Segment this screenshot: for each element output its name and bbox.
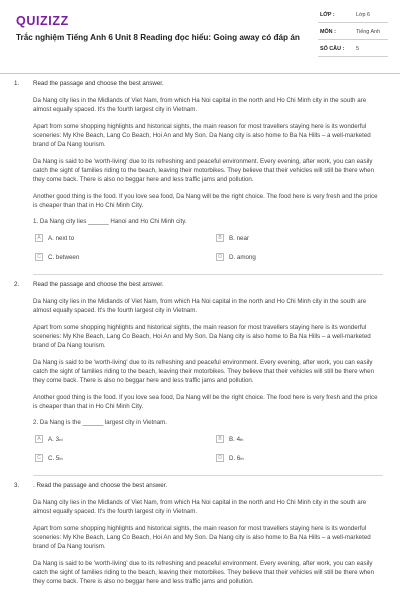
option-c[interactable] xyxy=(35,454,63,462)
option-a[interactable] xyxy=(35,435,63,443)
option-text: D. 6 xyxy=(229,454,241,462)
passage-paragraph: Apart from some shopping highlights and historical sights, the main reason for most travellers staying here is its wonderful sceneries: My Khe Beach, Lang Co Beach, Hoi An and My Son. Da Nang city is also home to Ba Na Hills – a well-marketed brand of Da Nang tourism. xyxy=(33,123,371,148)
option-letter-box: B xyxy=(216,435,224,443)
meta-divider xyxy=(318,56,388,57)
question-number: 1. xyxy=(14,80,20,87)
passage-paragraph: Da Nang city lies in the Midlands of Viet Nam, from which Ha Noi capital in the north and Ho Chi Minh city in the south are almost equally spaced. It's the fourth largest city in Vietnam. xyxy=(33,97,367,113)
option-letter-box: D xyxy=(216,454,224,462)
meta-label: LỚP : xyxy=(320,12,335,18)
question-number: 3. xyxy=(14,482,20,489)
option-text: A. next to xyxy=(48,234,75,242)
option-letter-box: D xyxy=(216,253,224,261)
option-d[interactable] xyxy=(216,454,244,462)
question-stem: 2. Da Nang is the ______ largest city in Vietnam. xyxy=(33,419,168,426)
passage-paragraph: Another good thing is the food. If you love sea food, Da Nang will be the right choice. The food here is very fresh and the price is cheaper than that in Ho Chi Minh City. xyxy=(33,193,378,209)
option-text: C. between xyxy=(48,253,80,261)
passage-paragraph: Apart from some shopping highlights and historical sights, the main reason for most travellers staying here is its wonderful sceneries: My Khe Beach, Lang Co Beach, Hoi An and My Son. Da Nang city is also home to Ba Na Hills – a well-marketed brand of Da Nang tourism. xyxy=(33,525,371,550)
option-ordinal-suffix: th xyxy=(240,455,244,461)
option-letter-box: B xyxy=(216,234,224,242)
question-1 xyxy=(0,74,400,275)
meta-value: 5 xyxy=(356,46,359,52)
option-text: D. among xyxy=(229,253,256,261)
meta-label: MÔN : xyxy=(320,29,336,35)
passage-paragraph: Apart from some shopping highlights and historical sights, the main reason for most travellers staying here is its wonderful sceneries: My Khe Beach, Lang Co Beach, Hoi An and My Son. Da Nang city is also home to Ba Na Hills – a well-marketed brand of Da Nang tourism. xyxy=(33,324,371,349)
option-a[interactable] xyxy=(35,234,74,242)
page-title: Trắc nghiệm Tiếng Anh 6 Unit 8 Reading đọc hiểu: Going away có đáp án xyxy=(16,33,300,42)
option-ordinal-suffix: rd xyxy=(59,436,63,442)
question-number: 2. xyxy=(14,281,20,288)
option-letter-box: A xyxy=(35,435,43,443)
option-text: B. near xyxy=(229,234,249,242)
option-b[interactable] xyxy=(216,435,243,443)
option-letter-box: A xyxy=(35,234,43,242)
option-letter-box: C xyxy=(35,253,43,261)
question-stem: 1. Da Nang city lies ______ Hanoi and Ho Chi Minh city. xyxy=(33,218,187,225)
question-prompt: Read the passage and choose the best answer. xyxy=(33,281,164,288)
meta-value: Tiếng Anh xyxy=(356,29,381,35)
meta-value: Lớp 6 xyxy=(356,12,371,18)
option-text: B. 4 xyxy=(229,435,241,443)
passage-paragraph: Da Nang city lies in the Midlands of Viet Nam, from which Ha Noi capital in the north and Ho Chi Minh city in the south are almost equally spaced. It's the fourth largest city in Vietnam. xyxy=(33,298,367,314)
option-c[interactable] xyxy=(35,253,79,261)
passage-paragraph: Another good thing is the food. If you love sea food, Da Nang will be the right choice. The food here is very fresh and the price is cheaper than that in Ho Chi Minh City. xyxy=(33,394,378,410)
meta-divider xyxy=(318,22,388,23)
option-text: A. 3 xyxy=(48,435,60,443)
answer-options xyxy=(33,435,383,471)
option-ordinal-suffix: th xyxy=(59,455,63,461)
option-text: C. 5 xyxy=(48,454,60,462)
answer-options xyxy=(33,234,383,270)
option-d[interactable] xyxy=(216,253,256,261)
question-prompt: . Read the passage and choose the best answer. xyxy=(33,482,168,489)
option-letter-box: C xyxy=(35,454,43,462)
quizizz-logo: QUIZIZZ xyxy=(16,14,69,28)
question-3 xyxy=(0,476,400,586)
passage-paragraph: Da Nang is said to be 'worth-living' due to its refreshing and peaceful environment. Every evening, after work, you can easily catch the sight of families riding to the beach, leaving their motorbikes. They believe that their vehicles will still be there when they come back. There is also no beggar here and less traffic jams and pollution. xyxy=(33,560,375,585)
option-ordinal-suffix: th xyxy=(240,436,244,442)
question-prompt: Read the passage and choose the best answer. xyxy=(33,80,164,87)
passage-paragraph: Da Nang is said to be 'worth-living' due to its refreshing and peaceful environment. Every evening, after work, you can easily catch the sight of families riding to the beach, leaving their motorbikes. They believe that their vehicles will still be there when they come back. There is also no beggar here and less traffic jams and pollution. xyxy=(33,359,375,384)
question-list xyxy=(0,74,400,600)
passage-paragraph: Da Nang city lies in the Midlands of Viet Nam, from which Ha Noi capital in the north and Ho Chi Minh city in the south are almost equally spaced. It's the fourth largest city in Vietnam. xyxy=(33,499,367,515)
page-header xyxy=(0,0,400,74)
question-2 xyxy=(0,275,400,476)
option-b[interactable] xyxy=(216,234,249,242)
passage-paragraph: Da Nang is said to be 'worth-living' due to its refreshing and peaceful environment. Every evening, after work, you can easily catch the sight of families riding to the beach, leaving their motorbikes. They believe that their vehicles will still be there when they come back. There is also no beggar here and less traffic jams and pollution. xyxy=(33,158,375,183)
meta-label: SỐ CÂU : xyxy=(320,46,345,52)
meta-divider xyxy=(318,39,388,40)
